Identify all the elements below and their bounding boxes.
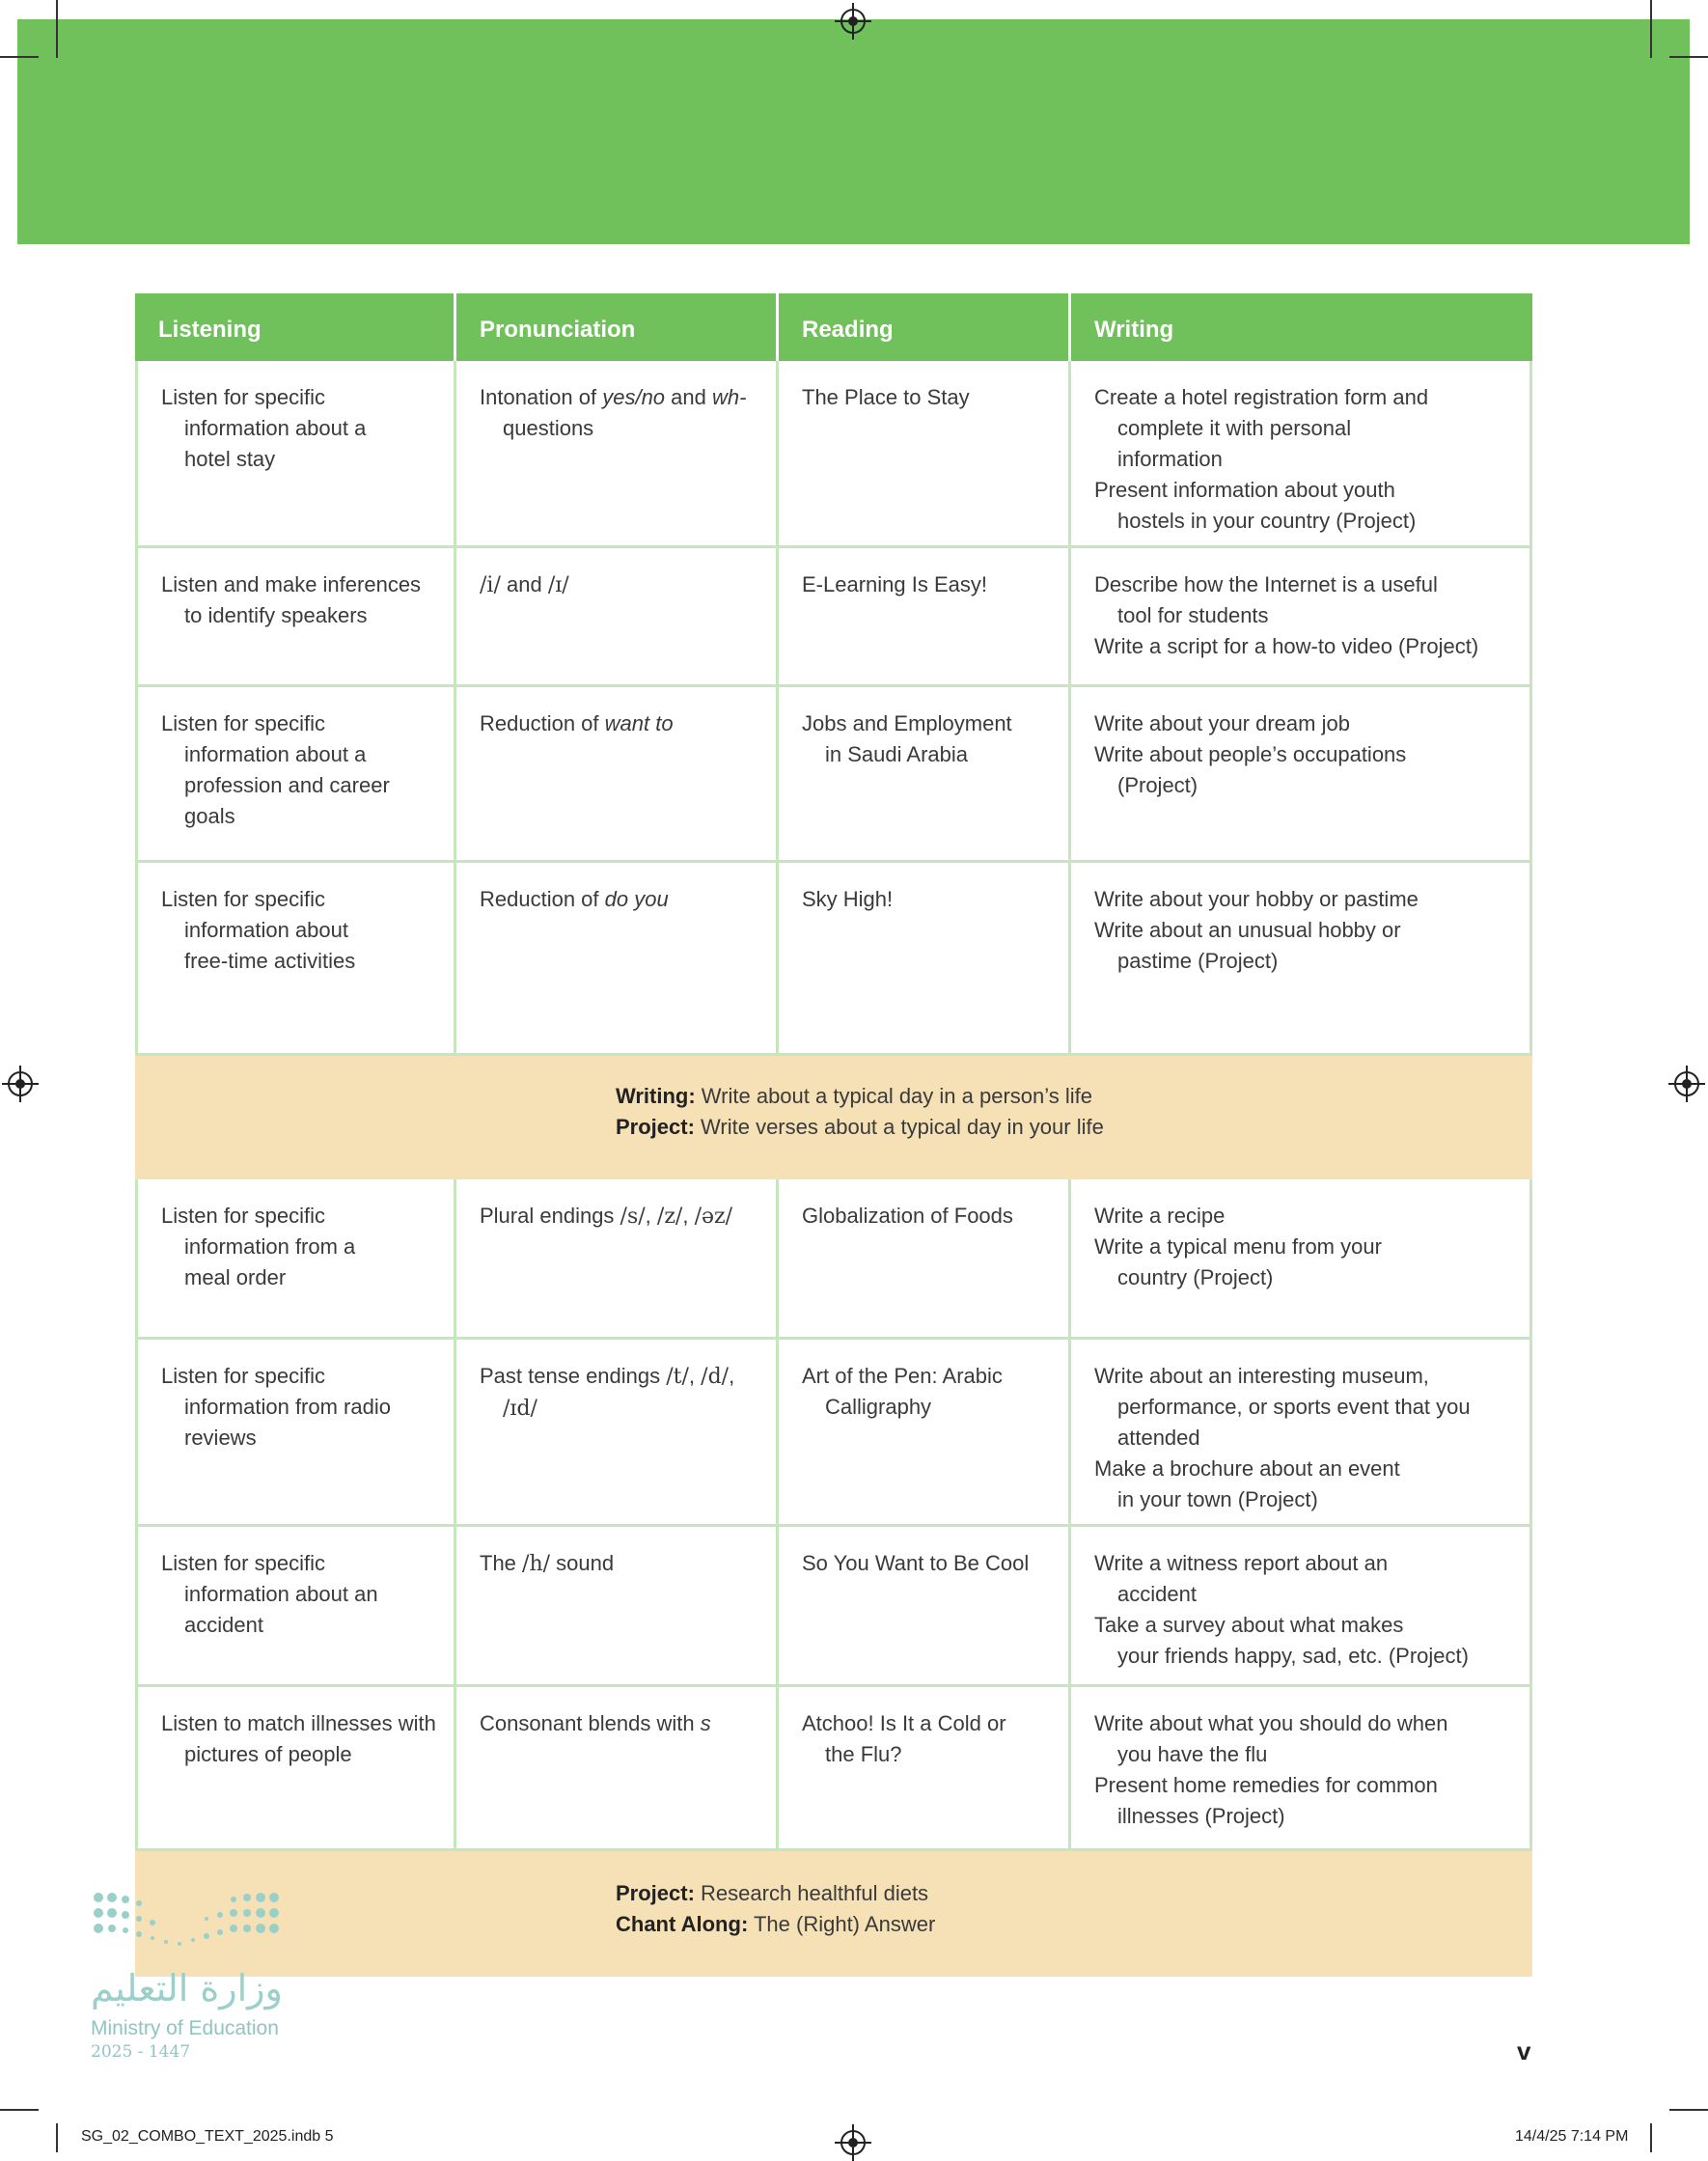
top-green-band [17,19,1690,244]
band-label: Chant Along: [616,1912,749,1936]
listening-line: profession and career [184,773,390,797]
listening-line: goals [184,804,235,828]
listening-line: information from radio [184,1395,391,1419]
listening-line: free-time activities [184,949,356,973]
pronunciation-line: /i/ and /ɪ/ [480,572,569,597]
writing-line: Write about an unusual hobby or [1094,918,1401,942]
table-row [135,1179,1532,1340]
pronunciation-cell [456,1687,779,1848]
writing-line: Write a witness report about an [1094,1551,1389,1575]
header-writing: Writing [1094,317,1174,343]
pronunciation-cell [456,1527,779,1684]
reading-cell [779,1527,1071,1684]
reading-cell [779,863,1071,1053]
listening-line: Listen to match illnesses with [161,1711,436,1735]
row-group-1 [135,361,1532,1056]
reading-line: The Place to Stay [802,385,970,409]
pronunciation-line: Reduction of do you [480,887,669,911]
listening-cell [135,687,456,860]
writing-line: Write about what you should do when [1094,1711,1448,1735]
row-group-2 [135,1179,1532,1851]
pronunciation-cell [456,361,779,545]
writing-cell [1071,1687,1532,1848]
reading-cell [779,361,1071,545]
logo-arabic-text: وزارة التعليم [91,1967,283,2009]
reading-cell [779,548,1071,684]
listening-line: Listen for specific [161,1551,325,1575]
writing-line: you have the flu [1117,1742,1268,1766]
band-text: Write about a typical day in a person’s life [695,1084,1092,1108]
reading-cell [779,1179,1071,1337]
listening-cell [135,863,456,1053]
listening-line: meal order [184,1265,287,1289]
pronunciation-line: The /h/ sound [480,1551,615,1576]
listening-line: information from a [184,1234,356,1259]
writing-line: Write about your hobby or pastime [1094,887,1419,911]
band-label: Writing: [616,1084,696,1108]
writing-line: Describe how the Internet is a useful [1094,572,1438,596]
listening-line: reviews [184,1426,257,1450]
crop-mark [1669,56,1708,58]
writing-line: Take a survey about what makes [1094,1613,1404,1637]
pronunciation-cell [456,1340,779,1524]
crop-mark [56,2123,58,2152]
reading-line: Calligraphy [825,1395,932,1419]
crop-mark [0,56,39,58]
registration-mark-icon [1674,1071,1699,1096]
reading-line: in Saudi Arabia [825,742,968,766]
band-label: Project: [616,1115,695,1139]
logo-english-text: Ministry of Education [91,2017,279,2039]
writing-cell [1071,1179,1532,1337]
registration-mark-icon [840,9,866,34]
table-header [135,293,1532,361]
slug-timestamp: 14/4/25 7:14 PM [1515,2128,1629,2145]
listening-cell [135,1179,456,1337]
writing-line: Create a hotel registration form and [1094,385,1429,409]
writing-line: your friends happy, sad, etc. (Project) [1117,1644,1469,1668]
table-row [135,1527,1532,1687]
writing-cell [1071,361,1532,545]
listening-line: Listen for specific [161,385,325,409]
table-row [135,361,1532,548]
listening-line: hotel stay [184,447,276,471]
header-pronunciation: Pronunciation [456,293,779,361]
listening-cell [135,361,456,545]
crop-mark [1669,2109,1708,2111]
summary-band-1 [135,1056,1532,1179]
table-row [135,1340,1532,1527]
listening-line: information about a [184,742,367,766]
reading-line: E-Learning Is Easy! [802,572,987,596]
writing-line: Make a brochure about an event [1094,1456,1400,1481]
ministry-logo [91,1890,303,2064]
writing-line: hostels in your country (Project) [1117,509,1417,533]
reading-line: Atchoo! Is It a Cold or [802,1711,1006,1735]
writing-line: complete it with personal [1117,416,1352,440]
reading-cell [779,1687,1071,1848]
header-reading: Reading [779,293,1071,361]
band-text: Research healthful diets [694,1881,929,1905]
listening-line: Listen for specific [161,1364,325,1388]
writing-line: Write a typical menu from your [1094,1234,1382,1259]
writing-line: pastime (Project) [1117,949,1279,973]
crop-mark [1650,2123,1652,2152]
band-line [616,1112,1532,1143]
band-text: Write verses about a typical day in your life [694,1115,1104,1139]
pronunciation-line: questions [503,416,594,440]
crop-mark [56,0,58,58]
writing-line: in your town (Project) [1117,1487,1318,1511]
listening-line: information about an [184,1582,378,1606]
writing-line: Write about your dream job [1094,711,1350,735]
pronunciation-cell [456,687,779,860]
crop-mark [1650,0,1652,58]
table-row [135,863,1532,1056]
logo-year: 2025 - 1447 [91,2042,191,2062]
listening-cell [135,1340,456,1524]
writing-line: Write a recipe [1094,1204,1226,1228]
table-row [135,687,1532,863]
listening-line: to identify speakers [184,603,368,627]
writing-line: Write a script for a how-to video (Project) [1094,634,1479,658]
pronunciation-cell [456,1179,779,1337]
listening-line: Listen and make inferences [161,572,422,596]
writing-line: attended [1117,1426,1200,1450]
pronunciation-line: Plural endings /s/, /z/, /əz/ [480,1204,732,1229]
band-line [616,1878,1532,1909]
writing-line: Write about people’s occupations [1094,742,1407,766]
pronunciation-cell [456,548,779,684]
pronunciation-line: /ɪd/ [503,1397,537,1421]
writing-line: Present home remedies for common [1094,1773,1438,1797]
reading-cell [779,1340,1071,1524]
logo-dots-icon [91,1890,293,1957]
band-text: The (Right) Answer [748,1912,936,1936]
writing-line: accident [1117,1582,1197,1606]
writing-line: tool for students [1117,603,1269,627]
listening-line: accident [184,1613,263,1637]
listening-cell [135,548,456,684]
listening-line: Listen for specific [161,1204,325,1228]
reading-line: Sky High! [802,887,894,911]
reading-line: Art of the Pen: Arabic [802,1364,1003,1388]
band-line [616,1081,1532,1112]
pronunciation-line: Reduction of want to [480,711,674,735]
pronunciation-line: Intonation of yes/no and wh- [480,385,747,409]
slug-file-name: SG_02_COMBO_TEXT_2025.indb 5 [81,2128,334,2145]
writing-cell [1071,548,1532,684]
writing-line: information [1117,447,1223,471]
writing-line: country (Project) [1117,1265,1274,1289]
band-label: Project: [616,1881,695,1905]
listening-line: Listen for specific [161,711,325,735]
header-listening: Listening [135,293,456,361]
writing-cell [1071,1340,1532,1524]
band-line [616,1909,1532,1940]
writing-cell [1071,863,1532,1053]
table-row [135,1687,1532,1851]
listening-line: information about a [184,416,367,440]
pronunciation-cell [456,863,779,1053]
registration-mark-icon [8,1071,33,1096]
summary-band-2 [135,1851,1532,1977]
page-number: v [1517,2036,1531,2065]
writing-line: (Project) [1117,773,1198,797]
writing-line: Present information about youth [1094,478,1395,502]
reading-line: Jobs and Employment [802,711,1012,735]
table-row [135,548,1532,687]
listening-line: pictures of people [184,1742,352,1766]
listening-line: information about [184,918,348,942]
listening-line: Listen for specific [161,887,325,911]
writing-line: Write about an interesting museum, [1094,1364,1429,1388]
listening-cell [135,1687,456,1848]
reading-line: the Flu? [825,1742,902,1766]
crop-mark [0,2109,39,2111]
writing-line: performance, or sports event that you [1117,1395,1471,1419]
writing-line: illnesses (Project) [1117,1804,1285,1828]
writing-cell [1071,687,1532,860]
reading-cell [779,687,1071,860]
reading-line: So You Want to Be Cool [802,1551,1030,1575]
registration-mark-icon [840,2130,866,2155]
writing-cell [1071,1527,1532,1684]
reading-line: Globalization of Foods [802,1204,1013,1228]
pronunciation-line: Consonant blends with s [480,1711,711,1735]
pronunciation-line: Past tense endings /t/, /d/, [480,1364,735,1389]
listening-cell [135,1527,456,1684]
scope-sequence-table [135,293,1532,1977]
